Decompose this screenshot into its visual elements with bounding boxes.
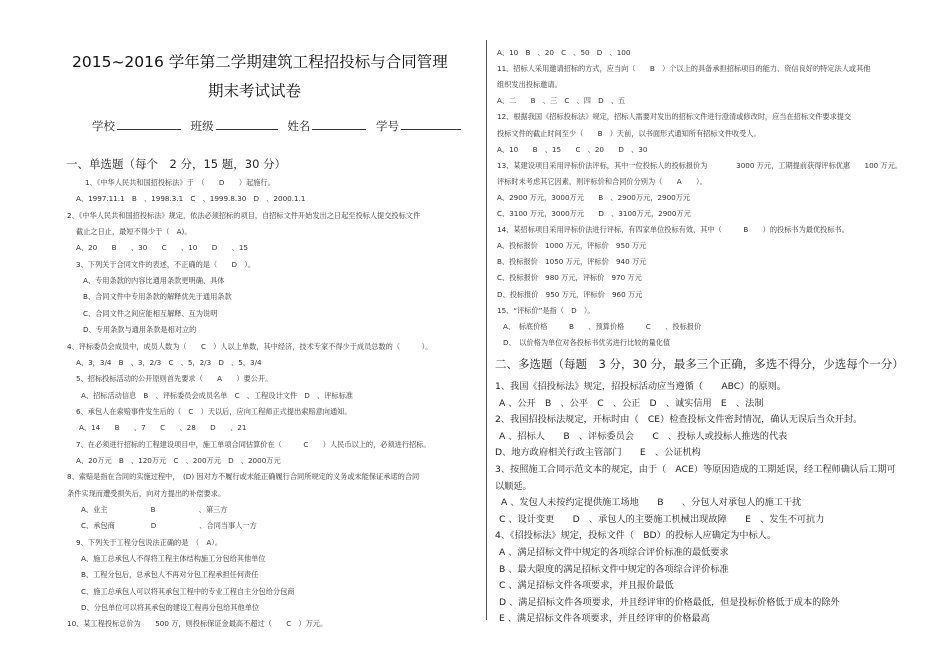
- question-line: A、14 B 、7 C 、28 D 、21: [79, 423, 247, 433]
- question-line: C、3100 万元，3000万元 D 、3100万元，2900万元: [497, 209, 691, 218]
- question-line: D、地方政府相关行政主管部门 E 、公证机构: [495, 447, 701, 459]
- question-line: 12、根据我国《招标投标法》规定，招标人需要对发出的招标文件进行澄清或修改时，应当在招标文件要求提交: [497, 112, 852, 122]
- question-line: 评标时未考虑其它因素，则评标价和合同价分别为（ A ）。: [497, 176, 707, 186]
- question-line: A、专用条款的内容比通用条款更明确、具体: [83, 276, 225, 286]
- question-line: 3、下列关于合同文件的表述，不正确的是（ D ）。: [76, 259, 256, 269]
- section1-heading: 一、单选题（每个 2 分，15 题，30 分）: [66, 157, 287, 171]
- question-line: A、投标报价 1000 万元，评标价 950 万元: [497, 241, 647, 251]
- question-line: A 、招标人 B 、评标委员会 C 、投标人或投标人推选的代表: [499, 430, 788, 442]
- question-line: C、承包商 D 、合同当事人一方: [81, 521, 257, 531]
- exam-title-line1: 2015~2016 学年第二学期建筑工程招投标与合同管理: [72, 53, 448, 71]
- question-line: A、20 B 、30 C 、10 D 、15: [76, 243, 248, 253]
- question-line: A、二 B 、三 C 、四 D 、五: [497, 96, 626, 106]
- question-line: 条件实现而遭受损失后，向对方提出的补偿要求。: [67, 488, 226, 498]
- question-line: C、投标报价 980 万元，评标价 970 万元: [497, 273, 642, 283]
- question-line: B、工程分包后，总承包人不再对分包工程承担任何责任: [81, 570, 259, 580]
- question-line: A、业主 B 、第三方: [81, 505, 228, 514]
- question-line: 6、承包人在索赔事件发生后的（ C ）天以后，应向工程师正式提出索赔意向通知。: [76, 406, 352, 416]
- question-line: 11、招标人采用邀请招标的方式，应当向（ B ）个以上的具备承担招标项目的能力、资信良好的特定法人或其他: [497, 64, 871, 74]
- question-line: E 、满足招标文件各项要求，并且经评审的价格最高: [499, 613, 710, 625]
- id-label: 学号: [375, 119, 399, 133]
- question-line: 8、索赔是指在合同的实施过程中， (D) 因对方不履行或未能正确履行合同所规定的义务或未能保证承诺的合同: [67, 472, 420, 482]
- question-line: 1、《中华人民共和国招投标法》于 （ D ）起施行。: [85, 178, 275, 187]
- question-line: C、合同文件之间应能相互解释、互为说明: [83, 308, 218, 318]
- question-line: 投标文件的截止时间至少（ B ）天前，以书面形式通知所有招标文件收受人。: [497, 128, 761, 138]
- question-line: 5、招标投标活动的公开原则首先要求（ A ）要公开。: [76, 374, 273, 384]
- question-line: 14、某招标项目采用评标价法进行评标，有四家单位投标有效，其中（ B ）的投标书为最优投标书。: [497, 225, 849, 235]
- question-line: 4、《招投标法》规定，投标文件（ BD）的投标人应确定为中标人。: [495, 530, 777, 542]
- question-line: 截止之日止，最短不得少于（ A)。: [76, 227, 192, 237]
- question-line: D、专用条款与通用条款是相对立的: [83, 325, 197, 335]
- school-label: 学校: [92, 119, 115, 133]
- question-line: 10、某工程投标总价为 500 万，则投标保证金最高不超过（ C ）万元。: [67, 619, 328, 629]
- question-line: A、2900 万元，3000万元 B 、2900万元，2900万元: [497, 192, 691, 202]
- question-line: A、10 B 、20 C 、50 D 、100: [497, 48, 631, 57]
- exam-title-line2: 期末考试试卷: [208, 82, 302, 100]
- question-line: 9、下列关于工程分包说法正确的是 （ A）。: [76, 537, 223, 547]
- question-line: 以顺延。: [495, 480, 532, 492]
- question-line: 7、在必须进行招标的工程建设项目中，施工单项合同估算价在（ C ）人民币以上的，必须进行招标。: [76, 439, 431, 449]
- section2-heading: 二、多选题（每题 3 分，30 分，最多三个正确，多选不得分，少选每个一分）: [495, 357, 904, 371]
- question-line: A、3，3/4 B 、3，2/3 C 、5，2/3 D 、5，3/4: [76, 357, 262, 367]
- name-blank: [312, 119, 366, 130]
- question-line: 2、我国招投标法规定，开标时由（ CE）检查投标文件密封情况，确认无误后当众开封。: [495, 414, 863, 426]
- question-line: 4、评标委员会成员中，成员人数为（ C ）人以上单数，其中经济，技术专家不得少于成员总数的（ ）。: [67, 341, 433, 351]
- question-line: A 、发包人未按约定提供施工场地 B 、分包人对承包人的施工干扰: [501, 497, 802, 509]
- question-line: D 、满足招标文件各项要求，并且经评审的价格最低，但是投标价格低于成本的除外: [499, 596, 840, 608]
- student-info-row: [92, 118, 467, 134]
- question-line: A、20万元 B 、120万元 C 、200万元 D 、2000万元: [76, 455, 281, 465]
- question-line: 3、按照施工合同示范文本的规定，由于（ ACE）等原因造成的工期延误，经工程师确认后工期可: [495, 464, 896, 475]
- id-blank: [401, 119, 461, 130]
- question-line: B、投标报价 1050 万元，评标价 940 万元: [497, 257, 647, 267]
- question-line: C 、满足招标文件各项要求，并且报价最低: [499, 580, 674, 592]
- name-label: 姓名: [287, 119, 311, 133]
- question-line: C 、设计变更 D 、承包人的主要施工机械出现故障 E 、发生不可抗力: [499, 513, 825, 525]
- column-divider: [486, 40, 487, 620]
- question-line: C、施工总承包人可以将其承包工程中的专业工程自主分包给分包商: [81, 586, 295, 596]
- question-line: 组织发出投标邀请。: [497, 80, 562, 90]
- question-line: 2、《中华人民共和国招投标法》规定，依法必须招标的项目，自招标文件开始发出之日起至投标人提交投标文件: [67, 210, 421, 220]
- class-label: 班级: [190, 119, 214, 133]
- class-blank: [216, 119, 278, 130]
- question-line: A 、公开 B 、公平 C 、公正 D 、诚实信用 E 、法制: [499, 397, 764, 409]
- question-line: 15、“评标价”是指（ D ）。: [497, 305, 595, 315]
- question-line: D、 以价格为单位对各投标书优劣进行比较的量化值: [503, 337, 671, 347]
- question-line: 13、某建设项目采用评标价法评标，其中一位投标人的投标报价为 3000 万元，工期提前获得评标优惠 100 万元。: [497, 160, 903, 170]
- question-line: B、合同文件中专用条款的解释优先于通用条款: [83, 292, 232, 302]
- question-line: A、1997.11.1 B 、1998.3.1 C 、1999.8.30 D 、2000.1.1: [76, 194, 306, 204]
- question-line: D、投标报价 950 万元，评标价 960 万元: [497, 289, 643, 299]
- question-line: A 、满足招标文件中规定的各项综合评价标准的最低要求: [499, 547, 729, 558]
- question-line: A、施工总承包人不得将工程主体结构施工分包给其他单位: [81, 554, 266, 564]
- question-line: B 、最大限度的满足招标文件中规定的各项综合评价标准: [499, 563, 729, 575]
- question-line: D、分包单位可以将其承包的建设工程再分包给其他单位: [81, 603, 260, 613]
- question-line: 1、我国《招投标法》规定，招投标活动应当遵循（ ABC）的原则。: [495, 381, 787, 392]
- question-line: A、招标活动信息 B 、评标委员会成员名单 C 、工程设计文件 D 、评标标准: [81, 390, 353, 400]
- question-line: A、10 B 、15 C 、20 D 、30: [497, 144, 648, 154]
- question-line: A、 标底价格 B 、预算价格 C 、投标报价: [503, 321, 702, 331]
- school-blank: [117, 119, 181, 130]
